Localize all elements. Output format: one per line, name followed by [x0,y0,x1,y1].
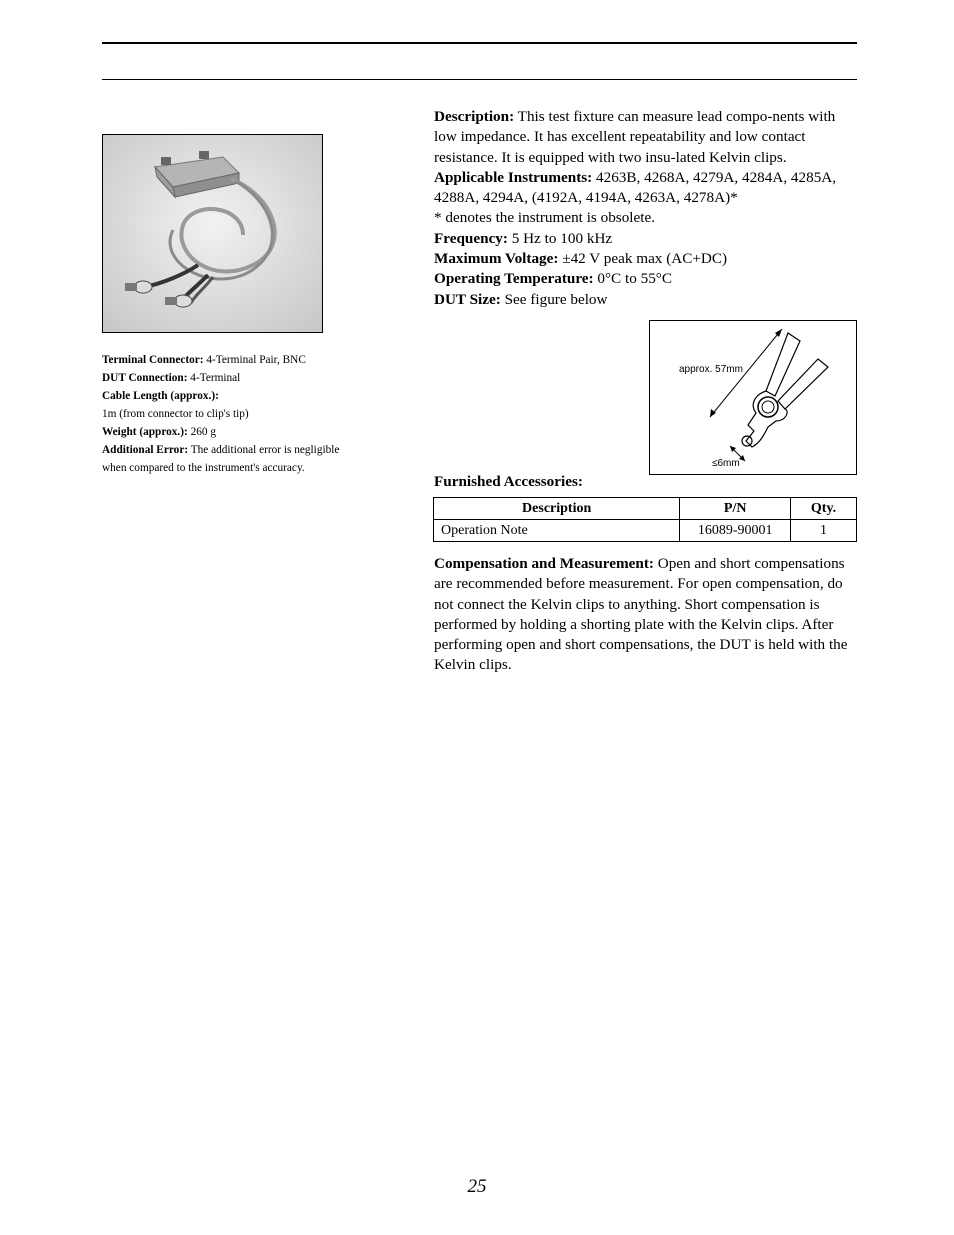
column-header-pn: P/N [680,498,791,520]
fixture-details [434,107,858,310]
obsolete-note: * denotes the instrument is obsolete. [434,209,656,227]
frequency: Frequency: 5 Hz to 100 kHz [434,229,613,247]
length-dimension-label: approx. 57mm [679,364,743,375]
dut-size: DUT Size: See figure below [434,290,608,308]
table-header-row [434,498,857,520]
spec-cable-length-value: 1m (from connector to clip's tip) [102,408,249,420]
spec-terminal-connector: Terminal Connector: 4-Terminal Pair, BNC [102,354,306,366]
operating-temperature: Operating Temperature: 0°C to 55°C [434,270,672,288]
compensation-paragraph: Compensation and Measurement: Open and short compensations are recommended before measurement. For open compensation, do not connect the Kelvin clips to anything. Short compensation is performed by holding a shorting plate with the Kelvin clips. After performing open and short compensations, the DUT is held with the Kelvin clips. [434,555,848,674]
kelvin-clip-diagram-icon [650,321,856,474]
accessories-table [433,497,857,542]
furnished-accessories-title: Furnished Accessories: [434,473,583,490]
spec-dut-connection: DUT Connection: 4-Terminal [102,372,241,384]
applicable-instruments: Applicable Instruments: 4263B, 4268A, 4279A, 4284A, 4285A, 4288A, 4294A, (4192A, 4194A, 4263A, 4278A)* [434,168,837,207]
compensation-section [434,554,858,676]
kelvin-clip-fixture-icon [103,135,322,332]
specifications-list [102,351,362,477]
cell-pn: 16089-90001 [680,520,791,542]
test-fixture-photo [102,134,323,333]
table-row [434,520,857,542]
column-header-qty: Qty. [791,498,857,520]
spec-cable-length: Cable Length (approx.): [102,390,219,402]
gap-dimension-label: ≤6mm [712,458,740,469]
top-rule [102,42,857,44]
cell-qty: 1 [791,520,857,542]
spec-additional-error: Additional Error: The additional error is negligible when compared to the instrument's accuracy. [102,444,340,474]
column-header-description: Description [434,498,680,520]
header-rule [102,79,857,80]
cell-description: Operation Note [434,520,680,542]
description-paragraph: Description: This test fixture can measure lead compo-nents with low impedance. It has excellent repeatability and low contact resistance. It is equipped with two insu-lated Kelvin clips. [434,108,836,166]
maximum-voltage: Maximum Voltage: ±42 V peak max (AC+DC) [434,250,728,268]
dut-size-figure [649,320,857,475]
page-number: 25 [467,1176,487,1197]
spec-weight: Weight (approx.): 260 g [102,426,217,438]
